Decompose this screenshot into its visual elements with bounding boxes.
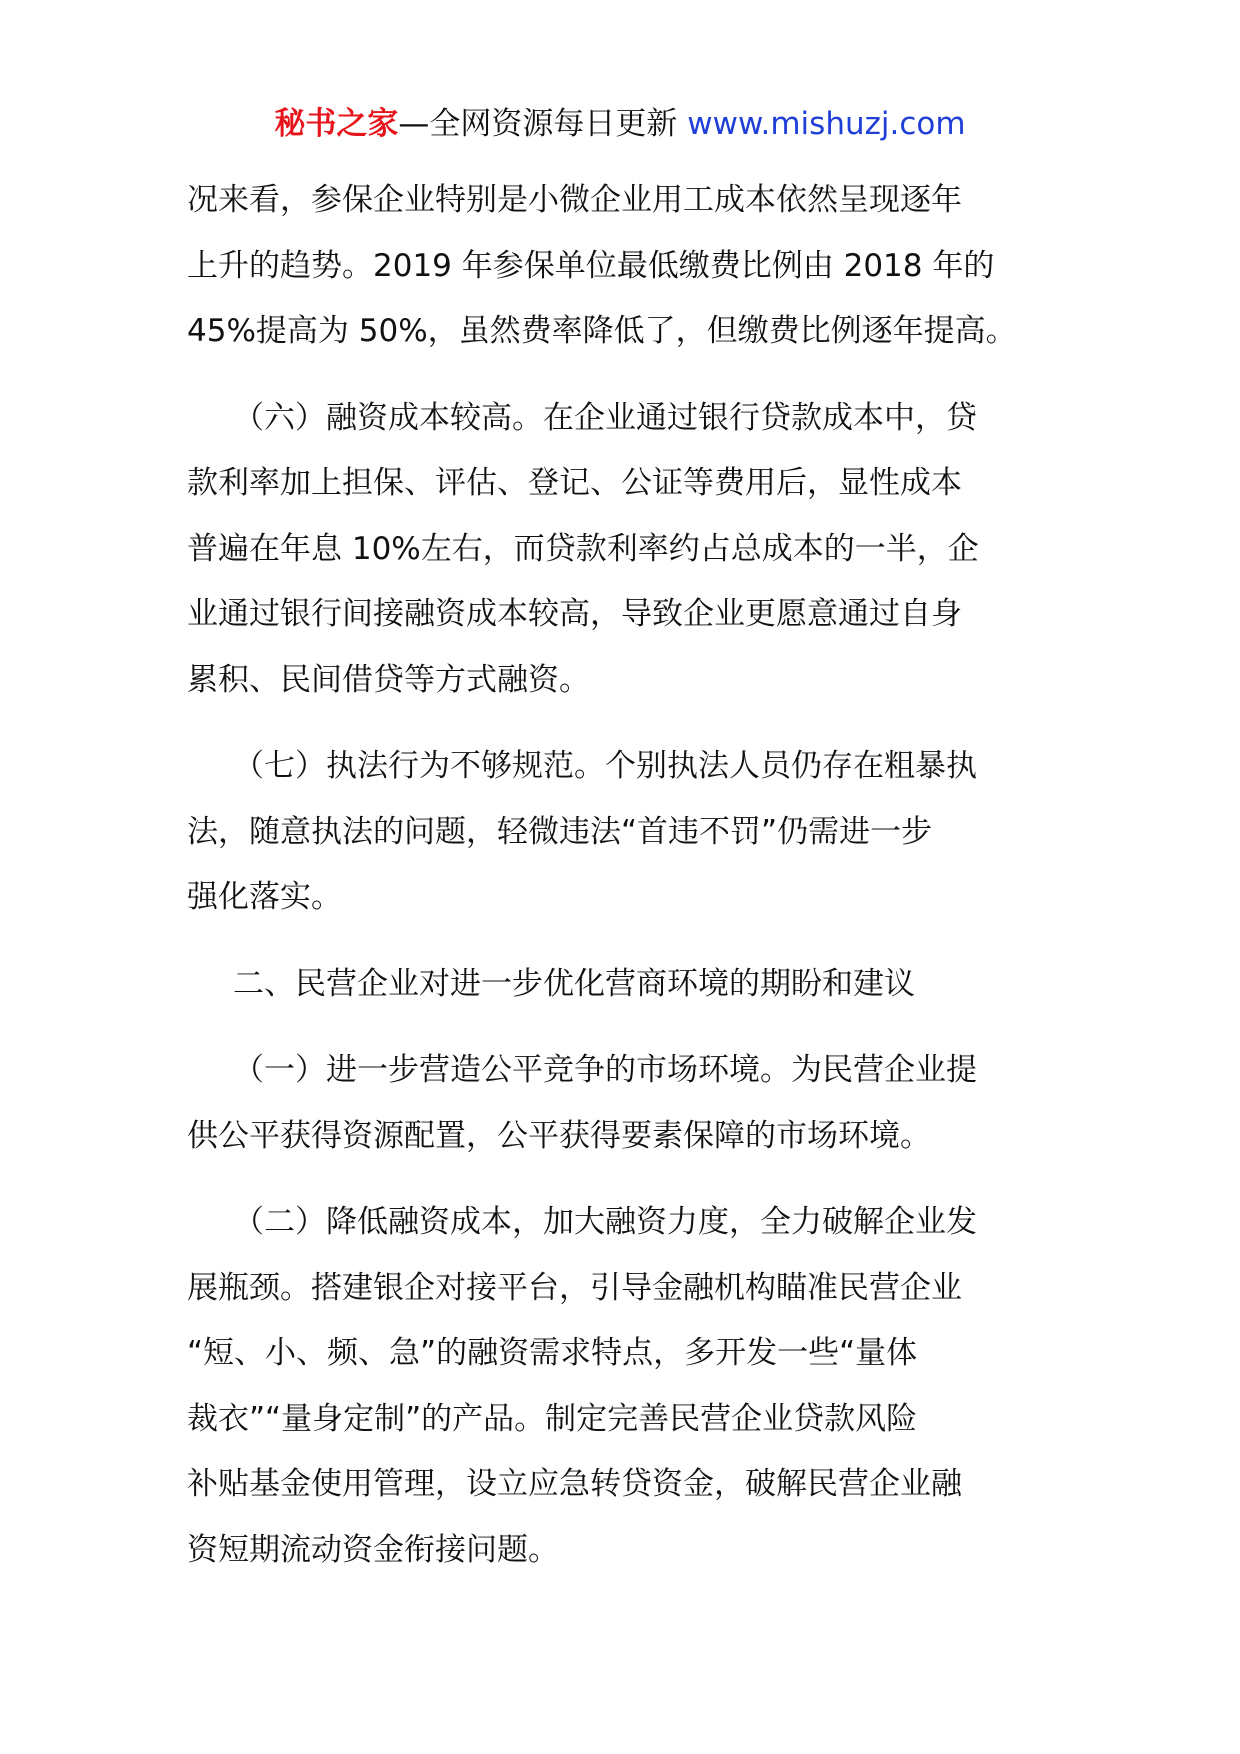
text-line: （二）降低融资成本，加大融资力度，全力破解企业发 [233, 1204, 977, 1240]
page-header [0, 102, 1240, 146]
brand-name: 秘书之家 [274, 106, 399, 142]
paragraph-law-enforcement [187, 734, 1067, 931]
text-line: 补贴基金使用管理，设立应急转贷资金，破解民营企业融 [187, 1466, 962, 1502]
text-line: “短、小、频、急”的融资需求特点，多开发一些“量体 [187, 1335, 918, 1371]
text-line: 资短期流动资金衔接问题。 [187, 1531, 559, 1568]
text-line: 展瓶颈。搭建银企对接平台，引导金融机构瞄准民营企业 [187, 1269, 962, 1306]
text-line: （七）执法行为不够规范。个别执法人员仍存在粗暴执 [233, 748, 977, 784]
text-line: （六）融资成本较高。在企业通过银行贷款成本中，贷 [233, 399, 977, 436]
text-line: 供公平获得资源配置，公平获得要素保障的市场环境。 [187, 1117, 931, 1154]
paragraph-reduce-financing-cost [187, 1190, 1067, 1583]
text-line: 况来看，参保企业特别是小微企业用工成本依然呈现逐年 [187, 182, 962, 218]
text-line: 款利率加上担保、评估、登记、公证等费用后，显性成本 [187, 465, 962, 501]
text-line: 普遍在年息 10%左右，而贷款利率约占总成本的一半，企 [187, 530, 979, 567]
text-line: 上升的趋势。2019 年参保单位最低缴费比例由 2018 年的 [187, 247, 995, 284]
document-body [187, 168, 1067, 1604]
text-line: 法，随意执法的问题，轻微违法“首违不罚”仍需进一步 [187, 813, 933, 850]
text-line: 裁衣”“量身定制”的产品。制定完善民营企业贷款风险 [187, 1400, 918, 1437]
section-heading [187, 952, 1067, 1018]
text-line: 累积、民间借贷等方式融资。 [187, 661, 590, 698]
paragraph-financing-cost [187, 386, 1067, 714]
text-line: 二、民营企业对进一步优化营商环境的期盼和建议 [233, 965, 915, 1002]
text-line: 业通过银行间接融资成本较高，导致企业更愿意通过自身 [187, 596, 962, 632]
text-line: （一）进一步营造公平竞争的市场环境。为民营企业提 [233, 1052, 977, 1088]
paragraph-social-insurance [187, 168, 1067, 365]
text-line: 强化落实。 [187, 879, 342, 915]
header-tagline: —全网资源每日更新 [398, 106, 688, 142]
paragraph-fair-competition [187, 1038, 1067, 1169]
text-line: 45%提高为 50%，虽然费率降低了，但缴费比例逐年提高。 [187, 313, 1017, 349]
website-link[interactable]: www.mishuzj.com [687, 106, 966, 142]
